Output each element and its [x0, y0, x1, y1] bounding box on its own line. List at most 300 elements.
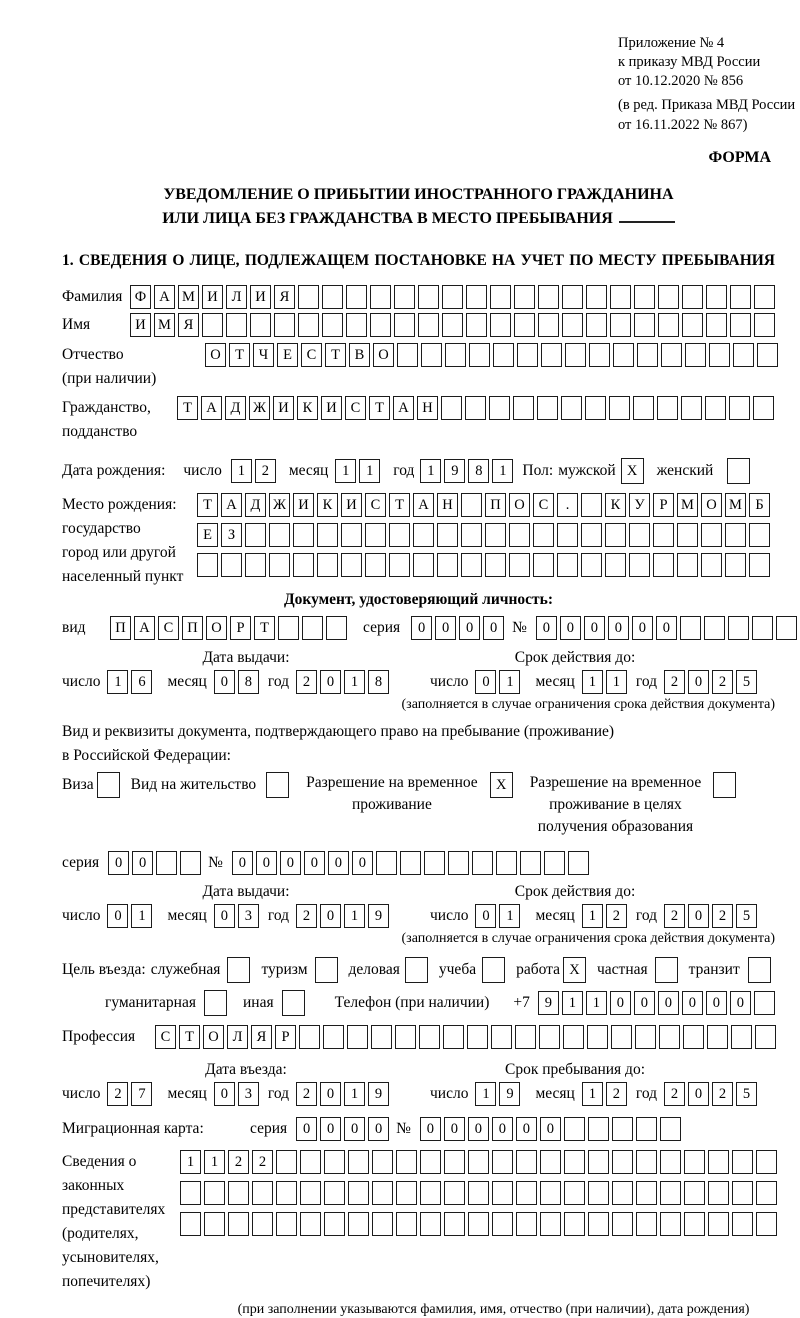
char-box[interactable] — [442, 313, 463, 337]
char-box[interactable] — [515, 1025, 536, 1049]
char-box[interactable] — [509, 553, 530, 577]
char-box[interactable] — [533, 553, 554, 577]
char-box[interactable]: К — [605, 493, 626, 517]
option-temp-residence-education-checkbox[interactable] — [713, 772, 739, 798]
char-box[interactable] — [485, 553, 506, 577]
char-box[interactable] — [653, 523, 674, 547]
char-box[interactable]: И — [250, 285, 271, 309]
char-box[interactable]: С — [365, 493, 386, 517]
char-box[interactable] — [324, 1150, 345, 1174]
char-box[interactable] — [317, 553, 338, 577]
citizenship-input[interactable] — [177, 396, 777, 420]
char-box[interactable]: Ч — [253, 343, 274, 367]
char-box[interactable] — [585, 396, 606, 420]
char-box[interactable]: М — [154, 313, 175, 337]
char-box[interactable] — [228, 1181, 249, 1205]
char-box[interactable] — [413, 553, 434, 577]
char-box[interactable]: 0 — [296, 1117, 317, 1141]
migration-number-input[interactable] — [420, 1117, 684, 1141]
char-box[interactable] — [612, 1212, 633, 1236]
char-box[interactable] — [612, 1150, 633, 1174]
char-box[interactable]: И — [130, 313, 151, 337]
char-box[interactable] — [516, 1150, 537, 1174]
char-box[interactable] — [749, 553, 770, 577]
char-box[interactable] — [708, 1181, 729, 1205]
birth-day-input[interactable] — [231, 459, 279, 483]
char-box[interactable]: 5 — [736, 904, 757, 928]
char-box[interactable]: 0 — [108, 851, 129, 875]
char-box[interactable]: М — [178, 285, 199, 309]
char-box[interactable] — [557, 523, 578, 547]
char-box[interactable]: 9 — [368, 1082, 389, 1106]
char-box[interactable] — [180, 1212, 201, 1236]
char-box[interactable] — [581, 523, 602, 547]
char-box[interactable]: 0 — [107, 904, 128, 928]
char-box[interactable] — [324, 1181, 345, 1205]
char-box[interactable] — [661, 343, 682, 367]
char-box[interactable] — [443, 1025, 464, 1049]
char-box[interactable]: 1 — [582, 904, 603, 928]
char-box[interactable]: 1 — [180, 1150, 201, 1174]
char-box[interactable] — [539, 1025, 560, 1049]
char-box[interactable]: А — [201, 396, 222, 420]
char-box[interactable]: Ф — [130, 285, 151, 309]
char-box[interactable] — [466, 313, 487, 337]
char-box[interactable]: 5 — [736, 670, 757, 694]
char-box[interactable]: 0 — [656, 616, 677, 640]
char-box[interactable] — [586, 313, 607, 337]
char-box[interactable]: 0 — [328, 851, 349, 875]
char-box[interactable] — [461, 553, 482, 577]
char-box[interactable] — [565, 343, 586, 367]
char-box[interactable]: А — [154, 285, 175, 309]
char-box[interactable]: 0 — [608, 616, 629, 640]
char-box[interactable]: 9 — [538, 991, 559, 1015]
birthplace-line3-input[interactable] — [197, 553, 773, 577]
char-box[interactable] — [655, 957, 678, 983]
char-box[interactable] — [707, 1025, 728, 1049]
char-box[interactable]: 0 — [435, 616, 456, 640]
char-box[interactable] — [441, 396, 462, 420]
char-box[interactable] — [509, 523, 530, 547]
char-box[interactable] — [197, 553, 218, 577]
char-box[interactable]: А — [221, 493, 242, 517]
char-box[interactable] — [493, 343, 514, 367]
char-box[interactable] — [708, 1150, 729, 1174]
char-box[interactable] — [467, 1025, 488, 1049]
char-box[interactable]: 9 — [444, 459, 465, 483]
char-box[interactable] — [298, 313, 319, 337]
char-box[interactable]: А — [413, 493, 434, 517]
char-box[interactable] — [636, 1181, 657, 1205]
char-box[interactable] — [754, 991, 775, 1015]
char-box[interactable]: Ж — [269, 493, 290, 517]
residence-series-input[interactable] — [108, 851, 204, 875]
char-box[interactable] — [461, 493, 482, 517]
char-box[interactable]: 1 — [204, 1150, 225, 1174]
char-box[interactable] — [496, 851, 517, 875]
char-box[interactable]: 0 — [320, 670, 341, 694]
char-box[interactable] — [492, 1181, 513, 1205]
char-box[interactable] — [396, 1212, 417, 1236]
char-box[interactable]: К — [317, 493, 338, 517]
char-box[interactable] — [636, 1212, 657, 1236]
char-box[interactable] — [468, 1212, 489, 1236]
char-box[interactable]: 1 — [131, 904, 152, 928]
char-box[interactable] — [323, 1025, 344, 1049]
char-box[interactable] — [397, 343, 418, 367]
char-box[interactable] — [706, 313, 727, 337]
char-box[interactable] — [472, 851, 493, 875]
char-box[interactable]: 0 — [214, 904, 235, 928]
char-box[interactable] — [341, 523, 362, 547]
char-box[interactable] — [708, 1212, 729, 1236]
char-box[interactable] — [517, 343, 538, 367]
char-box[interactable] — [728, 616, 749, 640]
stay-month[interactable] — [582, 1082, 630, 1106]
char-box[interactable] — [418, 285, 439, 309]
char-box[interactable] — [418, 313, 439, 337]
char-box[interactable] — [730, 285, 751, 309]
char-box[interactable] — [394, 313, 415, 337]
char-box[interactable]: 0 — [634, 991, 655, 1015]
char-box[interactable] — [419, 1025, 440, 1049]
residence-issue-month[interactable] — [214, 904, 262, 928]
char-box[interactable]: 0 — [468, 1117, 489, 1141]
char-box[interactable] — [485, 523, 506, 547]
char-box[interactable] — [653, 553, 674, 577]
char-box[interactable]: О — [701, 493, 722, 517]
char-box[interactable]: С — [158, 616, 179, 640]
char-box[interactable] — [400, 851, 421, 875]
phone-input[interactable] — [538, 991, 778, 1015]
char-box[interactable]: А — [134, 616, 155, 640]
char-box[interactable] — [727, 458, 750, 484]
char-box[interactable]: Т — [179, 1025, 200, 1049]
char-box[interactable] — [677, 553, 698, 577]
char-box[interactable] — [389, 553, 410, 577]
char-box[interactable] — [348, 1212, 369, 1236]
char-box[interactable] — [252, 1181, 273, 1205]
birthplace-line2-input[interactable] — [197, 523, 773, 547]
char-box[interactable]: И — [273, 396, 294, 420]
char-box[interactable] — [370, 313, 391, 337]
purpose-private-checkbox[interactable] — [655, 957, 681, 983]
char-box[interactable] — [252, 1212, 273, 1236]
char-box[interactable] — [370, 285, 391, 309]
char-box[interactable]: 0 — [483, 616, 504, 640]
char-box[interactable] — [748, 957, 771, 983]
char-box[interactable] — [538, 285, 559, 309]
char-box[interactable] — [420, 1181, 441, 1205]
char-box[interactable]: А — [393, 396, 414, 420]
char-box[interactable] — [538, 313, 559, 337]
char-box[interactable]: Р — [275, 1025, 296, 1049]
char-box[interactable]: 2 — [606, 1082, 627, 1106]
char-box[interactable] — [581, 553, 602, 577]
char-box[interactable] — [563, 1025, 584, 1049]
char-box[interactable] — [365, 553, 386, 577]
char-box[interactable]: И — [321, 396, 342, 420]
char-box[interactable]: Р — [653, 493, 674, 517]
char-box[interactable] — [637, 343, 658, 367]
residence-valid-month[interactable] — [582, 904, 630, 928]
char-box[interactable]: Т — [229, 343, 250, 367]
doc-issue-day[interactable] — [107, 670, 155, 694]
char-box[interactable] — [204, 1181, 225, 1205]
char-box[interactable] — [588, 1117, 609, 1141]
char-box[interactable]: X — [621, 458, 644, 484]
char-box[interactable] — [276, 1181, 297, 1205]
char-box[interactable]: 2 — [296, 904, 317, 928]
char-box[interactable] — [754, 285, 775, 309]
char-box[interactable]: 0 — [459, 616, 480, 640]
char-box[interactable]: 0 — [632, 616, 653, 640]
char-box[interactable] — [732, 1150, 753, 1174]
residence-number-input[interactable] — [232, 851, 592, 875]
char-box[interactable]: 7 — [131, 1082, 152, 1106]
char-box[interactable]: М — [677, 493, 698, 517]
char-box[interactable]: 0 — [688, 904, 709, 928]
char-box[interactable] — [371, 1025, 392, 1049]
char-box[interactable] — [612, 1181, 633, 1205]
char-box[interactable] — [204, 990, 227, 1016]
char-box[interactable] — [424, 851, 445, 875]
char-box[interactable]: 0 — [682, 991, 703, 1015]
stay-day[interactable] — [475, 1082, 523, 1106]
char-box[interactable]: 2 — [252, 1150, 273, 1174]
char-box[interactable]: Д — [245, 493, 266, 517]
char-box[interactable]: П — [110, 616, 131, 640]
purpose-business-checkbox[interactable] — [405, 957, 431, 983]
doc-valid-day[interactable] — [475, 670, 523, 694]
char-box[interactable]: 0 — [540, 1117, 561, 1141]
char-box[interactable] — [299, 1025, 320, 1049]
char-box[interactable] — [540, 1150, 561, 1174]
entry-day[interactable] — [107, 1082, 155, 1106]
char-box[interactable]: Т — [325, 343, 346, 367]
char-box[interactable] — [250, 313, 271, 337]
char-box[interactable]: О — [509, 493, 530, 517]
char-box[interactable] — [586, 285, 607, 309]
char-box[interactable]: X — [563, 957, 586, 983]
char-box[interactable] — [610, 285, 631, 309]
char-box[interactable]: 0 — [320, 1082, 341, 1106]
doc-valid-month[interactable] — [582, 670, 630, 694]
char-box[interactable] — [610, 313, 631, 337]
char-box[interactable] — [682, 313, 703, 337]
char-box[interactable]: 0 — [688, 1082, 709, 1106]
char-box[interactable] — [541, 343, 562, 367]
char-box[interactable] — [228, 1212, 249, 1236]
char-box[interactable] — [660, 1117, 681, 1141]
char-box[interactable] — [657, 396, 678, 420]
purpose-tourism-checkbox[interactable] — [315, 957, 341, 983]
char-box[interactable]: 0 — [560, 616, 581, 640]
char-box[interactable] — [732, 1181, 753, 1205]
char-box[interactable]: 3 — [238, 904, 259, 928]
char-box[interactable] — [635, 1025, 656, 1049]
char-box[interactable]: 0 — [516, 1117, 537, 1141]
char-box[interactable] — [587, 1025, 608, 1049]
char-box[interactable]: . — [557, 493, 578, 517]
purpose-humanitarian-checkbox[interactable] — [204, 990, 230, 1016]
migration-series-input[interactable] — [296, 1117, 392, 1141]
purpose-official-checkbox[interactable] — [227, 957, 253, 983]
char-box[interactable] — [660, 1181, 681, 1205]
char-box[interactable] — [612, 1117, 633, 1141]
char-box[interactable] — [444, 1212, 465, 1236]
char-box[interactable] — [564, 1117, 585, 1141]
purpose-other-checkbox[interactable] — [282, 990, 308, 1016]
char-box[interactable]: Т — [177, 396, 198, 420]
char-box[interactable] — [266, 772, 289, 798]
char-box[interactable] — [444, 1150, 465, 1174]
char-box[interactable] — [269, 523, 290, 547]
char-box[interactable] — [609, 396, 630, 420]
char-box[interactable]: Н — [437, 493, 458, 517]
char-box[interactable]: 2 — [712, 670, 733, 694]
char-box[interactable]: 8 — [238, 670, 259, 694]
char-box[interactable] — [589, 343, 610, 367]
char-box[interactable]: 1 — [586, 991, 607, 1015]
char-box[interactable] — [300, 1212, 321, 1236]
char-box[interactable]: 6 — [131, 670, 152, 694]
char-box[interactable]: 2 — [228, 1150, 249, 1174]
char-box[interactable]: 0 — [584, 616, 605, 640]
char-box[interactable]: 0 — [475, 904, 496, 928]
char-box[interactable] — [324, 1212, 345, 1236]
char-box[interactable]: Т — [369, 396, 390, 420]
char-box[interactable] — [629, 553, 650, 577]
char-box[interactable]: 0 — [475, 670, 496, 694]
char-box[interactable] — [482, 957, 505, 983]
char-box[interactable]: 0 — [610, 991, 631, 1015]
char-box[interactable] — [677, 523, 698, 547]
char-box[interactable]: 0 — [320, 1117, 341, 1141]
char-box[interactable]: М — [725, 493, 746, 517]
char-box[interactable] — [437, 553, 458, 577]
purpose-work-checkbox[interactable] — [563, 957, 589, 983]
char-box[interactable]: 1 — [420, 459, 441, 483]
doc-issue-year[interactable] — [296, 670, 392, 694]
char-box[interactable]: 0 — [232, 851, 253, 875]
char-box[interactable] — [445, 343, 466, 367]
char-box[interactable]: В — [349, 343, 370, 367]
char-box[interactable] — [293, 553, 314, 577]
char-box[interactable] — [757, 343, 778, 367]
char-box[interactable]: 2 — [664, 904, 685, 928]
char-box[interactable] — [733, 343, 754, 367]
profession-input[interactable] — [155, 1025, 779, 1049]
char-box[interactable] — [372, 1150, 393, 1174]
char-box[interactable] — [461, 523, 482, 547]
char-box[interactable] — [444, 1181, 465, 1205]
char-box[interactable]: Я — [274, 285, 295, 309]
char-box[interactable] — [682, 285, 703, 309]
char-box[interactable] — [226, 313, 247, 337]
char-box[interactable] — [752, 616, 773, 640]
doc-issue-month[interactable] — [214, 670, 262, 694]
char-box[interactable] — [753, 396, 774, 420]
char-box[interactable] — [514, 285, 535, 309]
char-box[interactable] — [492, 1212, 513, 1236]
char-box[interactable] — [756, 1212, 777, 1236]
char-box[interactable]: И — [293, 493, 314, 517]
char-box[interactable]: 1 — [606, 670, 627, 694]
surname-input[interactable] — [130, 285, 778, 309]
entry-month[interactable] — [214, 1082, 262, 1106]
char-box[interactable]: 0 — [688, 670, 709, 694]
legal-reps-line1-input[interactable] — [180, 1150, 780, 1174]
char-box[interactable] — [605, 553, 626, 577]
char-box[interactable]: 0 — [411, 616, 432, 640]
char-box[interactable] — [704, 616, 725, 640]
char-box[interactable] — [706, 285, 727, 309]
char-box[interactable] — [348, 1181, 369, 1205]
char-box[interactable]: Н — [417, 396, 438, 420]
char-box[interactable] — [683, 1025, 704, 1049]
char-box[interactable]: 3 — [238, 1082, 259, 1106]
char-box[interactable] — [561, 396, 582, 420]
char-box[interactable]: 0 — [320, 904, 341, 928]
char-box[interactable]: Е — [197, 523, 218, 547]
char-box[interactable] — [730, 313, 751, 337]
char-box[interactable] — [725, 523, 746, 547]
char-box[interactable] — [684, 1212, 705, 1236]
char-box[interactable]: 2 — [296, 1082, 317, 1106]
char-box[interactable] — [442, 285, 463, 309]
char-box[interactable] — [755, 1025, 776, 1049]
char-box[interactable] — [396, 1181, 417, 1205]
char-box[interactable]: Д — [225, 396, 246, 420]
char-box[interactable] — [276, 1150, 297, 1174]
residence-issue-year[interactable] — [296, 904, 392, 928]
char-box[interactable] — [557, 553, 578, 577]
char-box[interactable] — [701, 523, 722, 547]
char-box[interactable]: 5 — [736, 1082, 757, 1106]
char-box[interactable] — [629, 523, 650, 547]
char-box[interactable]: 2 — [606, 904, 627, 928]
char-box[interactable] — [681, 396, 702, 420]
char-box[interactable] — [544, 851, 565, 875]
char-box[interactable] — [732, 1212, 753, 1236]
sex-female-checkbox[interactable] — [727, 458, 753, 484]
char-box[interactable] — [466, 285, 487, 309]
char-box[interactable] — [317, 523, 338, 547]
char-box[interactable] — [776, 616, 797, 640]
char-box[interactable]: 9 — [499, 1082, 520, 1106]
char-box[interactable] — [533, 523, 554, 547]
char-box[interactable] — [489, 396, 510, 420]
char-box[interactable]: О — [373, 343, 394, 367]
char-box[interactable] — [754, 313, 775, 337]
residence-valid-year[interactable] — [664, 904, 760, 928]
char-box[interactable] — [372, 1181, 393, 1205]
char-box[interactable]: 1 — [335, 459, 356, 483]
char-box[interactable] — [395, 1025, 416, 1049]
char-box[interactable] — [588, 1181, 609, 1205]
char-box[interactable]: С — [301, 343, 322, 367]
char-box[interactable]: 0 — [132, 851, 153, 875]
char-box[interactable] — [346, 313, 367, 337]
char-box[interactable] — [680, 616, 701, 640]
char-box[interactable] — [348, 1150, 369, 1174]
char-box[interactable]: Л — [227, 1025, 248, 1049]
legal-reps-line3-input[interactable] — [180, 1212, 780, 1236]
char-box[interactable] — [540, 1212, 561, 1236]
char-box[interactable] — [437, 523, 458, 547]
